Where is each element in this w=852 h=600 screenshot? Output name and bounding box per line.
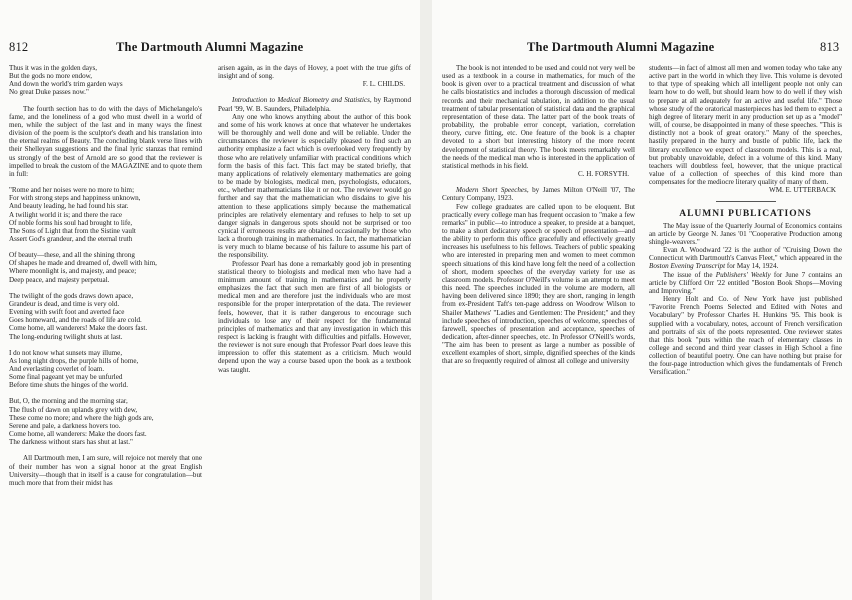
- paragraph: All Dartmouth men, I am sure, will rejoice not merely that one of their number has won a signal honor at the great English University—though that in itself is a cause for congratulation—but much more that from their midst has: [9, 454, 202, 487]
- text-run: for June 7 contains an article by Clifford Orr '22 entitled "Boston Book Shops—Moving and Improving.": [649, 270, 842, 295]
- right-column-1: [442, 64, 635, 366]
- poem-line: The flush of dawn on uplands grey with dew,: [9, 405, 138, 414]
- poem-line: Come home, all wanderers! Make the doors fast.: [9, 324, 148, 333]
- review-byline: by James Milton O'Neill '07, The Century Company, 1923.: [442, 186, 635, 203]
- poem-stanza: [9, 292, 202, 341]
- publication-item: Henry Holt and Co. of New York have just published "Favorite French Poems Selected and Edited with Notes and Vocabulary" by Professor Charles H. Hunkins '95. This book is supplied with a vocabulary, notes, account of French versification and portraits of six of the poets represented. One reviewer states that this book "puts within the reach of elementary classes in college and second and third year classes in High School a fine collection of beautiful poetry. One can have nothing but praise for the four-page introduction which gives the fundamentals of French Versification.": [649, 295, 842, 377]
- poem-line: Of noble forms his soul had brought to life,: [9, 218, 133, 227]
- poem-line: The Sons of Light that from the Sistine vault: [9, 226, 136, 235]
- poem-line: Deep peace, and majesty perpetual.: [9, 275, 110, 284]
- review-title: Modern Short Speeches,: [456, 186, 529, 195]
- running-title-left: The Dartmouth Alumni Magazine: [116, 40, 304, 54]
- poem-line: Of shapes he made and dreamed of, dwell with him,: [9, 259, 157, 268]
- text-run: The issue of the: [663, 270, 716, 279]
- poem-line: I do not know what sunsets may illume,: [9, 348, 123, 357]
- paragraph: The book is not intended to be used and could not very well be used as a textbook in a course in mathematics, for much of the book is given over to a practical treatment and discussion of what he calls biostatistics and includes a thorough discussion of medical records and their mechanical tabulation, in addition to the usual treatment of tabular presentation of statistical data and the graphical representation of these data. The latter part of the book treats of probability, the probable error concept, variation, correlation theory, curve fitting, etc. One feature of the book is a chapter devoted to a short but interesting history of the more recent development of statistical theory. The book meets remarkably well the needs of the medical man who is interested in the application of statistical methods in his field.: [442, 64, 635, 170]
- review-heading: [442, 186, 635, 202]
- poem-stanza: [9, 251, 202, 284]
- page-gutter: [420, 0, 432, 600]
- paragraph: Any one who knows anything about the author of this book and some of his work knows at once that whatever he undertakes will be thoroughly and well done and will be reliable. Under the circumstances the reviewer is especially pleased to find such an authority emphasize a fact which is overlooked very frequently by those who are relatively unfamiliar with practical conditions which form the basis of this fact. This fact may be stated briefly, that many applications of relatively elementary mathematics are going to be made by biologists, medical men, psychologists, educators, etc., whether mathematicians like it or not. The reviewer would go further and say that the mathematician who disdains to give his attention to these applications simply because the mathematical principles are relatively elementary and refuses to help to set up danger signals in dangerous spots should not be surprised or too cynical if erroneous results are obtained occasionally by those who lack a thorough training in mathematics. In fact, the mathematician is very much to blame because of his failure to assume his part of the responsibility.: [218, 112, 411, 260]
- poem-stanza: [9, 186, 202, 243]
- paragraph: arisen again, as in the days of Hovey, a poet with the true gifts of insight and of song.: [218, 64, 411, 81]
- poem-line: Some final pageant yet may be unfurled: [9, 373, 123, 382]
- poem-line: The twilight of the gods draws down apace,: [9, 291, 134, 300]
- review-byline: by Raymond Pearl '99, W. B. Saunders, Philadelphia.: [218, 96, 412, 113]
- poem-line: Come home, all wanderers: Make the doors fast.: [9, 430, 147, 439]
- poem-line: No great Duke passes now.": [9, 88, 89, 97]
- poem-line: The long-enduring twilight shuts at last.: [9, 332, 123, 341]
- poem-line: Of beauty—these, and all the shining throng: [9, 251, 135, 260]
- text-run: Evan A. Woodward '22 is the author of "Cruising Down the Connecticut with Dartmouth's Canvas Fleet," which appeared in the: [649, 246, 842, 263]
- section-divider: [716, 201, 776, 202]
- poem-line: "Rome and her noises were no more to him;: [9, 186, 135, 195]
- review-signature: F. L. CHILDS.: [362, 80, 405, 89]
- left-page: [0, 0, 420, 600]
- paragraph: The fourth section has to do with the days of Michelangelo's fame, and the loneliness of a god who must dwell in a world of men, while the subject of the last and in many ways the finest division of the poem is the sculptor's death and his translation into the eternal realms of Beauty. The concluding blank verse lines with their Shelleyan suggestions and the final lyric stanzas that remind us strongly of the best of Arnold are so good that the reviewer is impelled to break the custom of the MAGAZINE and to quote them in full:: [9, 104, 202, 178]
- review-signature: WM. E. UTTERBACK: [769, 186, 836, 195]
- paragraph: Professor Pearl has done a remarkably good job in presenting statistical theory to biologists and medical men who have had a minimum amount of training in mathematics and he properly emphasizes the fact that such men are first of all biologists or medical men and are therefore just the individuals who are most responsible for the proper interpretation of the data. The reviewer feels, however, that it is rather dangerous to encourage such individuals to lose any of their respect for the fundamental principles of mathematics and that any investigation in which this respect is lacking is fraught with difficulties and pitfalls. However, the reviewer is not sure enough that Professor Pearl does leave this impression to offer this statement as a criticism. Much would depend upon the way a course based upon the book as a textbook was taught.: [218, 259, 411, 374]
- poem-line: And down the world's trim garden ways: [9, 80, 123, 89]
- publication-title: Boston Evening Transcript: [649, 262, 726, 271]
- publication-item: [649, 246, 842, 270]
- right-column-2: [649, 64, 842, 377]
- review-title: Introduction to Medical Biometry and Statistics,: [232, 96, 372, 105]
- poem-line: A twilight world it is; and there the race: [9, 210, 123, 219]
- poem-line: And everlasting coverlet of loam.: [9, 365, 105, 373]
- publication-title: Publishers' Weekly: [715, 270, 771, 279]
- review-heading: [218, 96, 411, 112]
- page-number-right: 813: [820, 40, 840, 54]
- poem-line: Goes homeward, and the roads of life are cold.: [9, 316, 142, 325]
- poem-stanza: [9, 349, 202, 390]
- publication-item: [649, 271, 842, 295]
- left-column-1: [9, 64, 202, 487]
- opening-poem: [9, 64, 202, 97]
- poem-line: The darkness without stars has shut at last.": [9, 438, 133, 447]
- text-run: for May 14, 1924.: [725, 262, 779, 271]
- poem-line: For with strong steps and happiness unknown,: [9, 194, 141, 203]
- poem-line: Assert God's grandeur, and the eternal truth: [9, 234, 133, 243]
- paragraph: Few college graduates are called upon to be eloquent. But practically every college man has frequent occasion to "make a few remarks" in public—to introduce a speaker, to preside at a banquet, to make a short dedicatory speech or speech of presentation—and the ability to perform this office gracefully and effectively greatly increases his usefulness to his fellows. Teachers of public speaking who are interested in preparing men and women to meet common speech situations of this kind have long felt the need of a collection of short, modern speeches of the everyday variety for use as classroom models. Professor O'Neill's volume is an attempt to meet this need. The speeches included in the volume are modern, all having been delivered since 1890; they are short, ranging in length from ex-President Taft's ten-page address on Woodrow Wilson to Shailer Mathews' "Ladies and Gentlemen: The President;" and they include speeches of introduction, speeches of welcome, speeches of farewell, speeches of presentation and acceptance, speeches of dedication, after-dinner speeches, etc. In Professor O'Neill's words, "The aim has been to present as large a number as possible of excellent examples of short, simple, dignified speeches of the kinds that are so frequently required of almost all college and university: [442, 202, 635, 366]
- review-signature: C. H. FORSYTH.: [577, 170, 629, 179]
- poem-line: As long night drops, the purple hills of home,: [9, 356, 139, 365]
- section-heading: ALUMNI PUBLICATIONS: [679, 208, 812, 219]
- poem-line: And beauty leading, he had found his star.: [9, 202, 129, 211]
- poem-line: Evening with swift foot and averted face: [9, 308, 125, 317]
- left-column-2: [218, 64, 411, 374]
- poem-stanza: [9, 397, 202, 446]
- poem-line: Before time shuts the hinges of the world.: [9, 381, 128, 390]
- right-page: [432, 0, 852, 600]
- publication-item: The May issue of the Quarterly Journal of Economics contains an article by George N. Janes '01 "Cooperative Production among shingle-weavers.": [649, 221, 842, 246]
- paragraph: students—in fact of almost all men and women today who take any active part in the world in which they live. This volume is devoted to that type of speaking which all intelligent people not only can learn how to do well, but should learn how to do well if they wish to prepare at all adequately for an active and useful life." Those whose study of the oratorical masterpieces has led them to expect a high degree of literary merit in any production set up as a "model" will, of course, be disappointed in many of these speeches. "This is distinctly not a book of great oratory." Many of the speeches, hastily prepared in the hurry and bustle of public life, lack the literary excellence we expect of classroom models. This is a real, but probably unavoidable, defect in a volume of this kind. Many teachers will doubtless feel, however, that the unique practical value of a collection of speeches of this kind more than compensates for the mediocre literary quality of many of them.: [649, 64, 842, 187]
- poem-line: These come no more; and where the high gods are,: [9, 413, 154, 422]
- poem-line: Thus it was in the golden days,: [9, 64, 98, 72]
- poem-line: Serene and pale, a darkness hovers too.: [9, 421, 121, 430]
- poem-line: But the gods no more endow,: [9, 72, 93, 81]
- running-title-right: The Dartmouth Alumni Magazine: [527, 40, 715, 54]
- quoted-poem: [9, 186, 202, 446]
- poem-line: Grandeur is dead, and time is very old.: [9, 299, 120, 308]
- poem-line: Where moonlight is, and majesty, and peace;: [9, 267, 137, 276]
- poem-line: But, O, the morning and the morning star,: [9, 397, 128, 406]
- page-number-left: 812: [9, 40, 29, 54]
